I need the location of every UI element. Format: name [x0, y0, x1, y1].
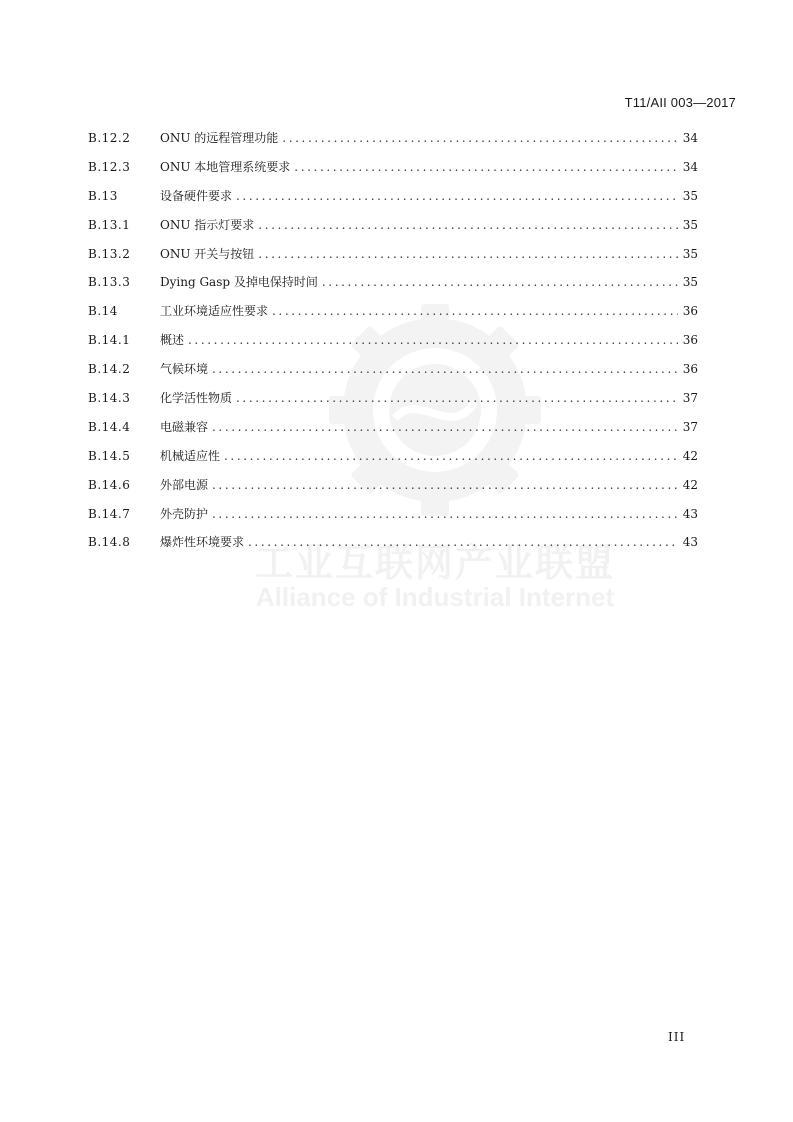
toc-entry-page: 34: [682, 159, 698, 174]
toc-entry-page: 36: [682, 362, 698, 377]
toc-entry[interactable]: [88, 504, 698, 533]
toc-leader-dots: [212, 504, 678, 524]
toc-leader-dots: [236, 388, 678, 408]
toc-entry-page: 37: [682, 391, 698, 406]
toc-entry[interactable]: [88, 532, 698, 561]
toc-leader-dots: [322, 272, 678, 292]
toc-entry[interactable]: [88, 186, 698, 215]
toc-entry[interactable]: [88, 215, 698, 244]
toc-entry[interactable]: [88, 128, 698, 157]
toc-entry[interactable]: [88, 301, 698, 330]
toc-entry[interactable]: [88, 475, 698, 504]
toc-leader-dots: [294, 157, 678, 177]
toc-entry-title: Dying Gasp 及掉电保持时间: [160, 275, 318, 290]
toc-entry-number: B.12.3: [88, 159, 131, 174]
toc-entry-page: 37: [682, 419, 698, 434]
table-of-contents: [88, 128, 698, 561]
toc-entry-number: B.14.7: [88, 506, 131, 521]
toc-entry-title: ONU 的远程管理功能: [160, 131, 279, 145]
toc-entry[interactable]: [88, 417, 698, 446]
toc-entry-number: B.14.5: [88, 448, 131, 463]
toc-entry-page: 36: [682, 333, 698, 348]
toc-entry-title: 外壳防护: [160, 506, 209, 521]
toc-entry-number: B.13.3: [88, 275, 131, 290]
toc-entry[interactable]: [88, 330, 698, 359]
document-code: T11/AII 003—2017: [624, 95, 736, 110]
toc-entry-number: B.13: [88, 188, 118, 203]
toc-leader-dots: [212, 475, 678, 495]
toc-entry[interactable]: [88, 157, 698, 186]
watermark-english-text: Alliance of Industrial Internet: [255, 582, 615, 612]
toc-entry-number: B.14.6: [88, 477, 131, 492]
toc-entry-title: 气候环境: [160, 362, 209, 377]
toc-leader-dots: [258, 244, 678, 264]
toc-entry-title: 外部电源: [160, 477, 209, 492]
toc-entry-number: B.14: [88, 304, 118, 319]
toc-leader-dots: [188, 330, 678, 350]
toc-entry[interactable]: [88, 359, 698, 388]
toc-entry-number: B.14.8: [88, 535, 131, 550]
toc-leader-dots: [236, 186, 678, 206]
toc-entry[interactable]: [88, 244, 698, 273]
toc-entry-number: B.12.2: [88, 131, 131, 145]
toc-entry-title: 爆炸性环境要求: [160, 535, 245, 550]
toc-leader-dots: [272, 301, 678, 321]
toc-entry-page: 43: [682, 506, 698, 521]
toc-entry-title: 设备硬件要求: [160, 188, 233, 203]
toc-entry-number: B.14.1: [88, 333, 131, 348]
toc-entry-page: 43: [682, 535, 698, 550]
toc-entry-title: 概述: [160, 333, 185, 348]
toc-entry-title: 机械适应性: [160, 448, 221, 463]
toc-entry-page: 35: [682, 217, 698, 232]
toc-entry-number: B.14.4: [88, 419, 131, 434]
toc-entry[interactable]: [88, 272, 698, 301]
toc-leader-dots: [212, 417, 678, 437]
toc-leader-dots: [224, 446, 678, 466]
toc-entry-page: 35: [682, 188, 698, 203]
toc-entry-page: 42: [682, 448, 698, 463]
toc-leader-dots: [258, 215, 678, 235]
toc-entry-number: B.13.1: [88, 217, 131, 232]
toc-entry-number: B.13.2: [88, 246, 131, 261]
toc-entry-title: ONU 指示灯要求: [160, 217, 255, 232]
toc-entry[interactable]: [88, 388, 698, 417]
toc-entry-title: 化学活性物质: [160, 391, 233, 406]
toc-entry-title: 电磁兼容: [160, 419, 209, 434]
toc-entry-page: 34: [682, 131, 698, 145]
toc-entry-title: 工业环境适应性要求: [160, 304, 269, 319]
toc-entry[interactable]: [88, 446, 698, 475]
toc-entry-page: 35: [682, 246, 698, 261]
toc-entry-number: B.14.3: [88, 391, 131, 406]
toc-leader-dots: [282, 128, 678, 148]
watermark-chinese-text: 工业互联网产业联盟: [254, 541, 615, 585]
toc-entry-page: 36: [682, 304, 698, 319]
toc-leader-dots: [248, 532, 678, 552]
toc-leader-dots: [212, 359, 678, 379]
toc-entry-title: ONU 本地管理系统要求: [160, 159, 291, 174]
toc-entry-title: ONU 开关与按钮: [160, 246, 255, 261]
toc-entry-page: 42: [682, 477, 698, 492]
page-number: III: [668, 1030, 686, 1044]
toc-entry-page: 35: [682, 275, 698, 290]
toc-entry-number: B.14.2: [88, 362, 131, 377]
